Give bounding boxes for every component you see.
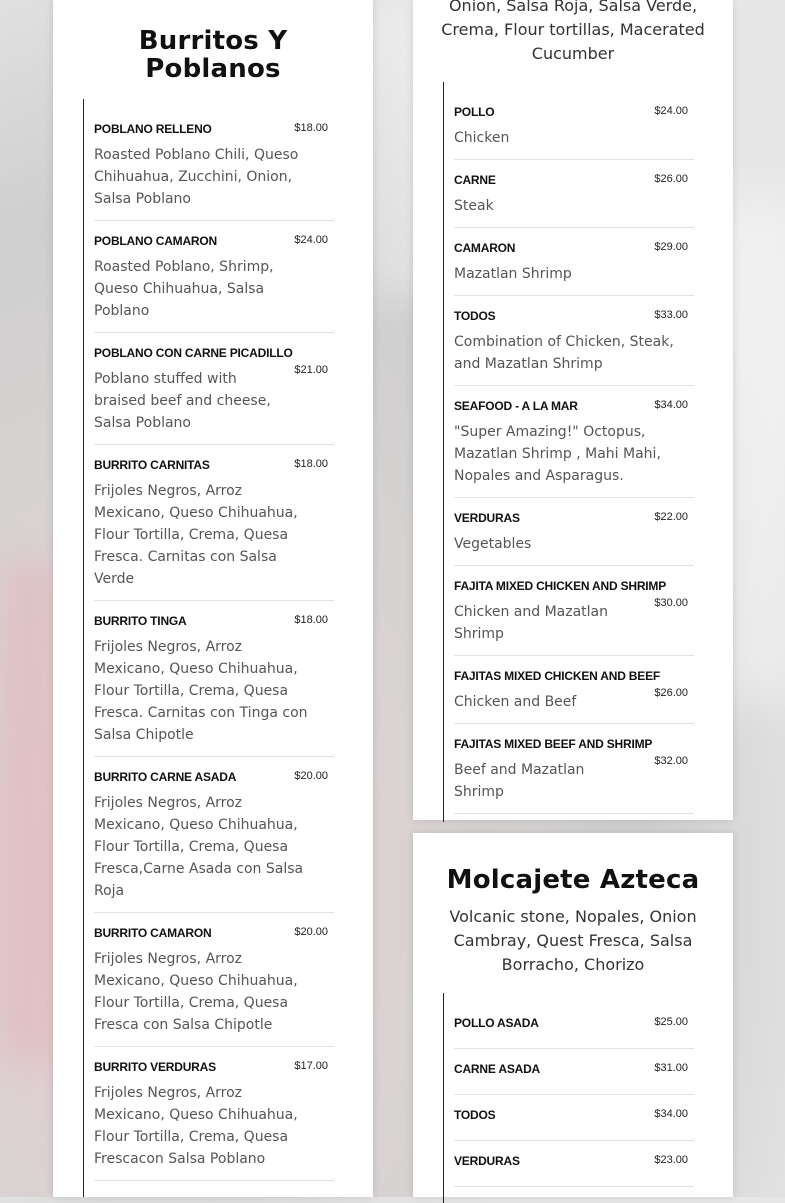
item-price: $31.00 (654, 1062, 688, 1074)
item-description: Frijoles Negros, Arroz Mexicano, Queso Chihuahua, Flour Tortilla, Crema, Quesa Fresca con Salsa Chipotle (94, 951, 298, 1033)
item-name: POLLO ASADA (454, 1016, 539, 1030)
item-price: $34.00 (654, 1108, 688, 1120)
item-name: BURRITO TINGA (94, 614, 187, 628)
item-price: $17.00 (294, 1060, 328, 1072)
item-description: Chicken (454, 130, 510, 146)
item-description: Frijoles Negros, Arroz Mexicano, Queso Chihuahua, Flour Tortilla, Crema, Quesa Frescacon Salsa Poblano (94, 1085, 298, 1167)
burritos-poblanos-card (53, 0, 373, 1197)
item-name: VERDURAS (454, 1154, 520, 1168)
menu-item[interactable] (94, 346, 334, 445)
item-price: $30.00 (654, 597, 688, 609)
menu-item[interactable] (454, 511, 694, 566)
menu-item[interactable] (94, 1060, 334, 1181)
menu-item[interactable] (454, 309, 694, 386)
menu-item[interactable] (94, 770, 334, 913)
item-description: "Super Amazing!" Octopus, Mazatlan Shrimp , Mahi Mahi, Nopales and Asparagus. (454, 424, 661, 484)
item-description: Steak (454, 198, 494, 214)
item-name: CARNE (454, 173, 496, 187)
fajitas-card (413, 0, 733, 820)
item-name: CAMARON (454, 241, 516, 255)
item-price: $24.00 (294, 234, 328, 246)
item-price: $20.00 (294, 926, 328, 938)
item-price: $22.00 (654, 511, 688, 523)
item-name: FAJITAS MIXED CHICKEN AND BEEF (454, 669, 661, 683)
item-price: $21.00 (294, 364, 328, 376)
item-price: $26.00 (654, 173, 688, 185)
menu-item[interactable] (454, 579, 694, 656)
menu-item[interactable] (94, 122, 334, 221)
background-highlight (0, 560, 60, 1060)
item-name: BURRITO CARNE ASADA (94, 770, 237, 784)
item-price: $18.00 (294, 614, 328, 626)
item-price: $26.00 (654, 687, 688, 699)
item-price: $20.00 (294, 770, 328, 782)
section-description: Onion, Salsa Roja, Salsa Verde, Crema, Flour tortillas, Macerated Cucumber (441, 0, 705, 63)
item-description: Frijoles Negros, Arroz Mexicano, Queso Chihuahua, Flour Tortilla, Crema, Quesa Fresca,Carne Asada con Salsa Roja (94, 795, 304, 899)
section-title-line: Poblanos (145, 54, 281, 84)
item-description: Poblano stuffed with braised beef and cheese, Salsa Poblano (94, 371, 271, 431)
item-price: $25.00 (654, 1016, 688, 1028)
menu-item[interactable] (454, 737, 694, 814)
menu-item[interactable] (94, 614, 334, 757)
item-name: POBLANO RELLENO (94, 122, 212, 136)
menu-item[interactable] (454, 105, 694, 160)
item-name: BURRITO CAMARON (94, 926, 212, 940)
item-description: Chicken and Beef (454, 694, 577, 710)
menu-item[interactable] (454, 399, 694, 498)
item-name: BURRITO CARNITAS (94, 458, 210, 472)
item-description: Roasted Poblano, Shrimp, Queso Chihuahua, Salsa Poblano (94, 259, 274, 319)
item-price: $24.00 (654, 105, 688, 117)
menu-item[interactable] (94, 458, 334, 601)
divider (83, 99, 84, 1197)
menu-item[interactable] (94, 234, 334, 333)
item-name: POLLO (454, 105, 495, 119)
item-description: Mazatlan Shrimp (454, 266, 572, 282)
item-name: BURRITO VERDURAS (94, 1060, 216, 1074)
item-price: $34.00 (654, 399, 688, 411)
item-price: $18.00 (294, 122, 328, 134)
item-name: VERDURAS (454, 511, 520, 525)
item-description: Roasted Poblano Chili, Queso Chihuahua, Zucchini, Onion, Salsa Poblano (94, 147, 299, 207)
item-name: SEAFOOD - A LA MAR (454, 399, 578, 413)
menu-item[interactable] (94, 926, 334, 1047)
section-title-line: Burritos Y (138, 26, 288, 56)
menu-item[interactable] (454, 241, 694, 296)
divider (443, 82, 444, 822)
section-title (53, 27, 373, 83)
item-name: CARNE ASADA (454, 1062, 541, 1076)
item-price: $29.00 (654, 241, 688, 253)
item-name: FAJITAS MIXED BEEF AND SHRIMP (454, 737, 653, 751)
item-price: $32.00 (654, 755, 688, 767)
item-price: $23.00 (654, 1154, 688, 1166)
item-description: Chicken and Mazatlan Shrimp (454, 604, 608, 642)
item-name: FAJITA MIXED CHICKEN AND SHRIMP (454, 579, 667, 593)
menu-item[interactable] (454, 173, 694, 228)
divider (443, 993, 444, 1203)
item-name: TODOS (454, 309, 496, 323)
section-title: Molcajete Azteca (446, 865, 700, 895)
item-name: POBLANO CON CARNE PICADILLO (94, 346, 293, 360)
item-name: POBLANO CAMARON (94, 234, 217, 248)
item-description: Beef and Mazatlan Shrimp (454, 762, 585, 800)
menu-item[interactable] (454, 1108, 694, 1141)
menu-item[interactable] (454, 1016, 694, 1049)
menu-item[interactable] (454, 1062, 694, 1095)
item-description: Combination of Chicken, Steak, and Mazatlan Shrimp (454, 334, 674, 372)
item-description: Frijoles Negros, Arroz Mexicano, Queso Chihuahua, Flour Tortilla, Crema, Quesa Fresca. Carnitas con Salsa Verde (94, 483, 298, 587)
item-name: TODOS (454, 1108, 496, 1122)
item-price: $18.00 (294, 458, 328, 470)
section-description: Volcanic stone, Nopales, Onion Cambray, Quest Fresca, Salsa Borracho, Chorizo (449, 907, 697, 974)
item-description: Vegetables (454, 536, 532, 552)
menu-item[interactable] (454, 1154, 694, 1187)
item-price: $33.00 (654, 309, 688, 321)
item-description: Frijoles Negros, Arroz Mexicano, Queso Chihuahua, Flour Tortilla, Crema, Quesa Fresca. Carnitas con Tinga con Salsa Chipotle (94, 639, 308, 743)
menu-item[interactable] (454, 669, 694, 724)
molcajete-azteca-card (413, 833, 733, 1197)
